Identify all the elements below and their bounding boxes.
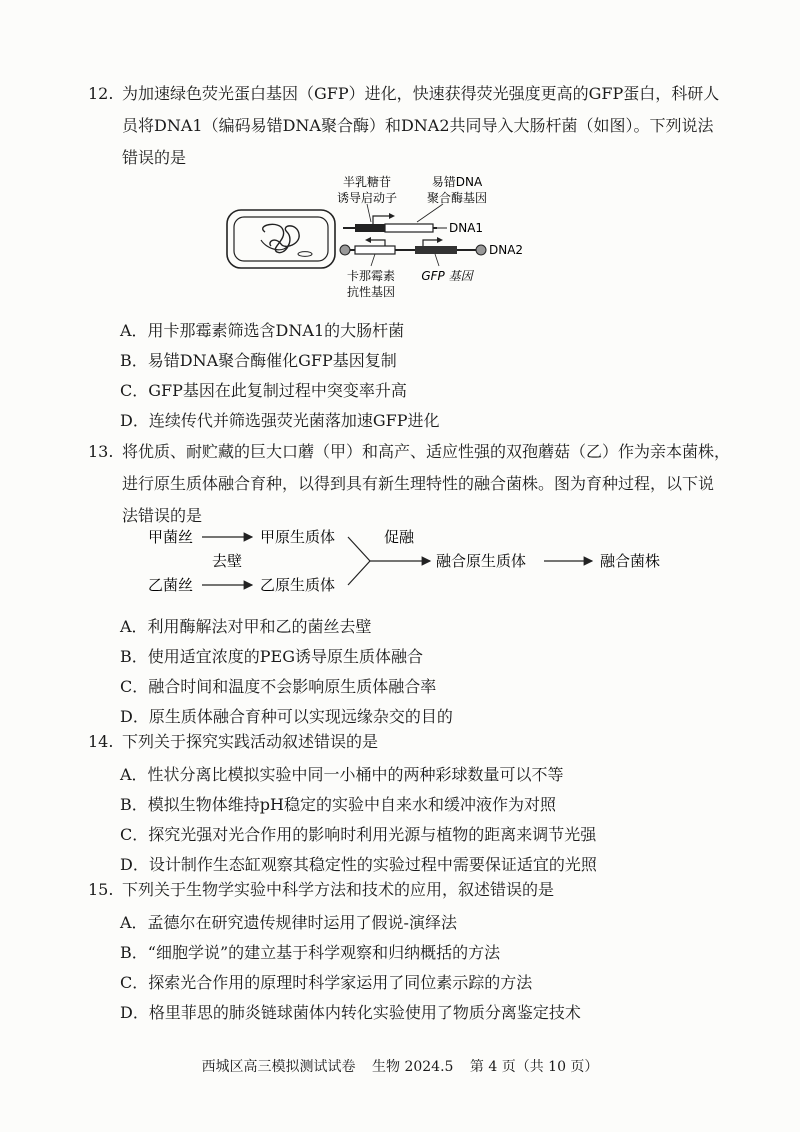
bacterium-icon — [227, 210, 335, 268]
parent-a-protoplast: 甲原生质体 — [260, 528, 336, 546]
kanamycin-label: 卡那霉素 — [346, 269, 396, 283]
option-c: C．融合时间和温度不会影响原生质体融合率 — [120, 677, 437, 696]
option-a: A．利用酶解法对甲和乙的菌丝去壁 — [120, 617, 372, 636]
dna1-construct — [343, 204, 483, 235]
option-b: B．模拟生物体维持pH稳定的实验中自来水和缓冲液作为对照 — [120, 795, 556, 814]
question-number: 13. — [88, 442, 114, 461]
question-stem-line: 下列关于生物学实验中科学方法和技术的应用，叙述错误的是 — [122, 880, 555, 899]
question-number: 12. — [88, 84, 114, 103]
question-stem-line: 为加速绿色荧光蛋白基因（GFP）进化，快速获得荧光强度更高的GFP蛋白，科研人 — [122, 84, 720, 103]
option-c: C．探究光强对光合作用的影响时利用光源与植物的距离来调节光强 — [120, 825, 597, 844]
promoter-label: 半乳糖苷 — [342, 175, 392, 189]
polymerase-label: 聚合酶基因 — [426, 191, 488, 205]
question-number: 15. — [88, 880, 114, 899]
parent-b-hypha: 乙菌丝 — [148, 576, 194, 594]
option-d: D．设计制作生态缸观察其稳定性的实验过程中需要保证适宜的光照 — [120, 855, 597, 874]
promoter-label: 诱导启动子 — [336, 191, 398, 205]
option-d: D．原生质体融合育种可以实现远缘杂交的目的 — [120, 707, 453, 726]
question-14 — [88, 726, 728, 758]
option-d: D．格里菲思的肺炎链球菌体内转化实验使用了物质分离鉴定技术 — [120, 1003, 581, 1022]
option-b: B．使用适宜浓度的PEG诱导原生质体融合 — [120, 647, 423, 666]
question-stem-line: 下列关于探究实践活动叙述错误的是 — [122, 732, 379, 751]
fused-protoplast: 融合原生质体 — [436, 552, 527, 570]
option-d: D．连续传代并筛选强荧光菌落加速GFP进化 — [120, 411, 440, 430]
page-footer — [0, 1056, 800, 1076]
exam-title: 西城区高三模拟测试试卷 — [201, 1059, 356, 1075]
parent-a-hypha: 甲菌丝 — [148, 528, 194, 546]
polymerase-label: 易错DNA — [431, 175, 483, 189]
fused-strain: 融合菌株 — [600, 552, 661, 570]
parent-b-protoplast: 乙原生质体 — [260, 576, 336, 594]
gfp-label: GFP 基因 — [421, 269, 473, 283]
dna2-construct — [340, 237, 523, 266]
option-b: B．“细胞学说”的建立基于科学观察和归纳概括的方法 — [120, 943, 501, 962]
promote-fusion-label: 促融 — [384, 528, 415, 546]
dna1-label: DNA1 — [449, 221, 484, 235]
question-12 — [88, 78, 728, 174]
option-a: A．性状分离比模拟实验中同一小桶中的两种彩球数量可以不等 — [120, 765, 564, 784]
option-a: A．孟德尔在研究遗传规律时运用了假说-演绎法 — [120, 913, 457, 932]
question-stem-line: 进行原生质体融合育种，以得到具有新生理特性的融合菌株。图为育种过程，以下说 — [122, 474, 715, 493]
question-stem-line: 员将DNA1（编码易错DNA聚合酶）和DNA2共同导入大肠杆菌（如图）。下列说法 — [122, 116, 714, 135]
option-c: C．探索光合作用的原理时科学家运用了同位素示踪的方法 — [120, 973, 533, 992]
question-stem-line: 法错误的是 — [122, 506, 203, 525]
page-number: 第 4 页（共 10 页） — [469, 1059, 599, 1075]
question-stem-line: 将优质、耐贮藏的巨大口蘑（甲）和高产、适应性强的双孢蘑菇（乙）作为亲本菌株， — [122, 442, 731, 461]
dna-diagram — [225, 170, 525, 310]
option-c: C．GFP基因在此复制过程中突变率升高 — [120, 381, 407, 400]
dna2-label: DNA2 — [489, 243, 524, 257]
question-15 — [88, 874, 728, 906]
remove-wall-label: 去壁 — [212, 552, 243, 570]
subject-date: 生物 2024.5 — [372, 1059, 454, 1075]
option-a: A．用卡那霉素筛选含DNA1的大肠杆菌 — [120, 321, 405, 340]
question-number: 14. — [88, 732, 114, 751]
question-13 — [88, 436, 731, 532]
question-stem-line: 错误的是 — [122, 148, 187, 167]
option-b: B．易错DNA聚合酶催化GFP基因复制 — [120, 351, 397, 370]
breeding-flowchart — [148, 524, 708, 600]
kanamycin-label: 抗性基因 — [346, 285, 396, 299]
